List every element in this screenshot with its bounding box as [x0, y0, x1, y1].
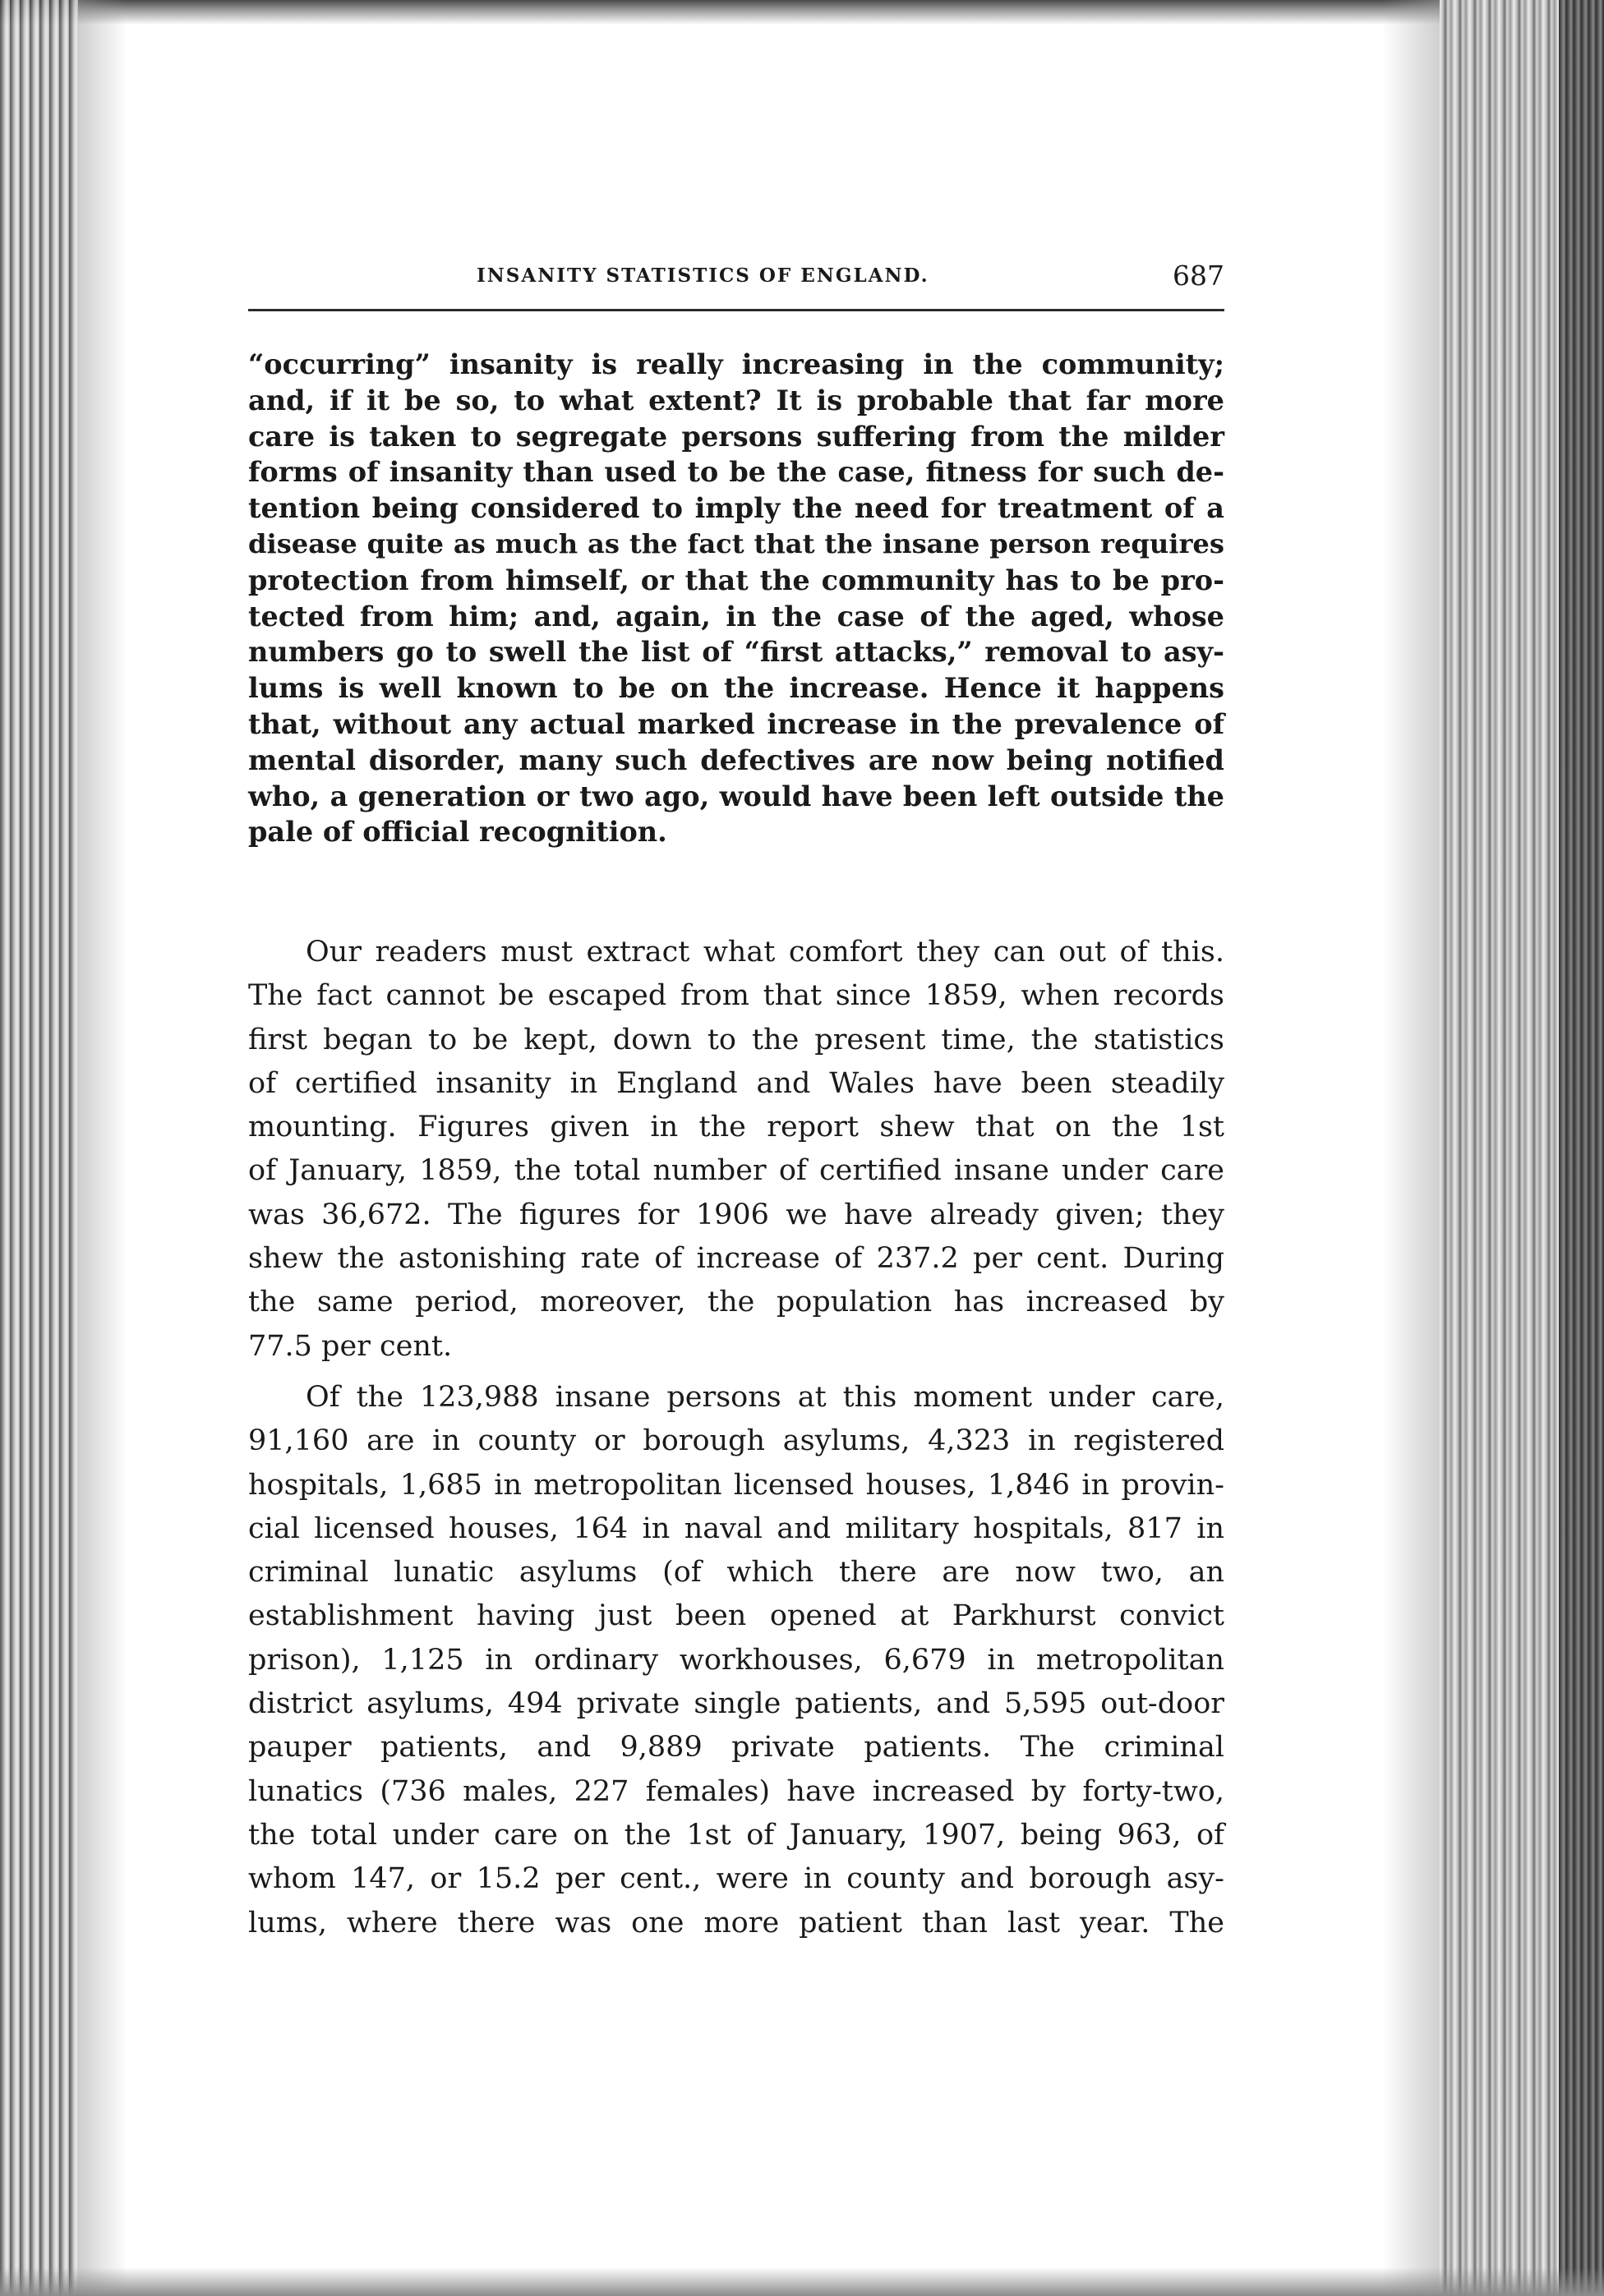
text-line: hospitals, 1,685 in metropolitan licensed houses, 1,846 in provin- [248, 1468, 1224, 1502]
scan-top-edge [0, 0, 1604, 25]
paragraph-1 [248, 347, 1224, 850]
text-line: and, if it be so, to what extent? It is probable that far more [248, 384, 1224, 416]
text-line: lums, where there was one more patient than last year. The [248, 1906, 1224, 1939]
text-line: establishment having just been opened at Parkhurst convict [248, 1599, 1224, 1633]
text-line: care is taken to segregate persons suffering from the milder [248, 420, 1224, 453]
scan-right-edge [1440, 0, 1604, 2296]
scan-left-edge [0, 0, 78, 2296]
text-line: tected from him; and, again, in the case of the aged, whose [248, 600, 1224, 633]
text-line: shew the astonishing rate of increase of 237.2 per cent. During [248, 1242, 1224, 1276]
text-line: of certified insanity in England and Wales have been steadily [248, 1066, 1224, 1100]
text-line: whom 147, or 15.2 per cent., were in county and borough asy- [248, 1862, 1224, 1896]
text-line: pale of official recognition. [248, 816, 667, 849]
page-number: 687 [1173, 260, 1224, 292]
text-line: prison), 1,125 in ordinary workhouses, 6,679 in metropolitan [248, 1643, 1224, 1677]
text-line: 91,160 are in county or borough asylums, 4,323 in registered [248, 1424, 1224, 1458]
text-line: lunatics (736 males, 227 females) have increased by forty-two, [248, 1774, 1224, 1808]
text-line: Of the 123,988 insane persons at this moment under care, [306, 1381, 1224, 1414]
text-line: protection from himself, or that the community has to be pro- [248, 564, 1224, 596]
text-line: forms of insanity than used to be the case, fitness for such de- [248, 456, 1224, 489]
text-line: first began to be kept, down to the present time, the statistics [248, 1023, 1224, 1056]
text-line: “occurring” insanity is really increasing in the community; [248, 348, 1224, 380]
text-line: Our readers must extract what comfort they can out of this. [306, 936, 1224, 969]
header-rule [248, 309, 1224, 311]
paragraph-3 [248, 1376, 1224, 1945]
paragraph-2 [248, 931, 1224, 1369]
text-line: pauper patients, and 9,889 private patients. The criminal [248, 1731, 1224, 1765]
running-head [238, 260, 1224, 297]
text-line: tention being considered to imply the need for treatment of a [248, 492, 1224, 525]
text-line: was 36,672. The figures for 1906 we have already given; they [248, 1198, 1224, 1231]
text-line: numbers go to swell the list of “first attacks,” removal to asy- [248, 636, 1224, 669]
text-line: cial licensed houses, 164 in naval and military hospitals, 817 in [248, 1511, 1224, 1545]
text-line: the total under care on the 1st of January, 1907, being 963, of [248, 1818, 1224, 1852]
text-line: mental disorder, many such defectives are now being notified [248, 743, 1224, 776]
running-title: INSANITY STATISTICS OF ENGLAND. [477, 265, 929, 287]
text-line: The fact cannot be escaped from that since 1859, when records [248, 979, 1224, 1013]
text-line: of January, 1859, the total number of certified insane under care [248, 1154, 1224, 1188]
scan-bottom-edge [0, 2267, 1604, 2296]
text-line: district asylums, 494 private single patients, and 5,595 out-door [248, 1687, 1224, 1721]
text-line: 77.5 per cent. [248, 1329, 453, 1363]
text-line: disease quite as much as the fact that the insane person requires [248, 527, 1224, 559]
text-line: mounting. Figures given in the report shew that on the 1st [248, 1111, 1224, 1144]
text-line: that, without any actual marked increase in the prevalence of [248, 707, 1224, 740]
text-line: the same period, moreover, the population has increased by [248, 1286, 1224, 1319]
text-line: criminal lunatic asylums (of which there are now two, an [248, 1556, 1224, 1590]
text-line: lums is well known to be on the increase. Hence it happens [248, 672, 1224, 705]
text-line: who, a generation or two ago, would have been left outside the [248, 780, 1224, 812]
